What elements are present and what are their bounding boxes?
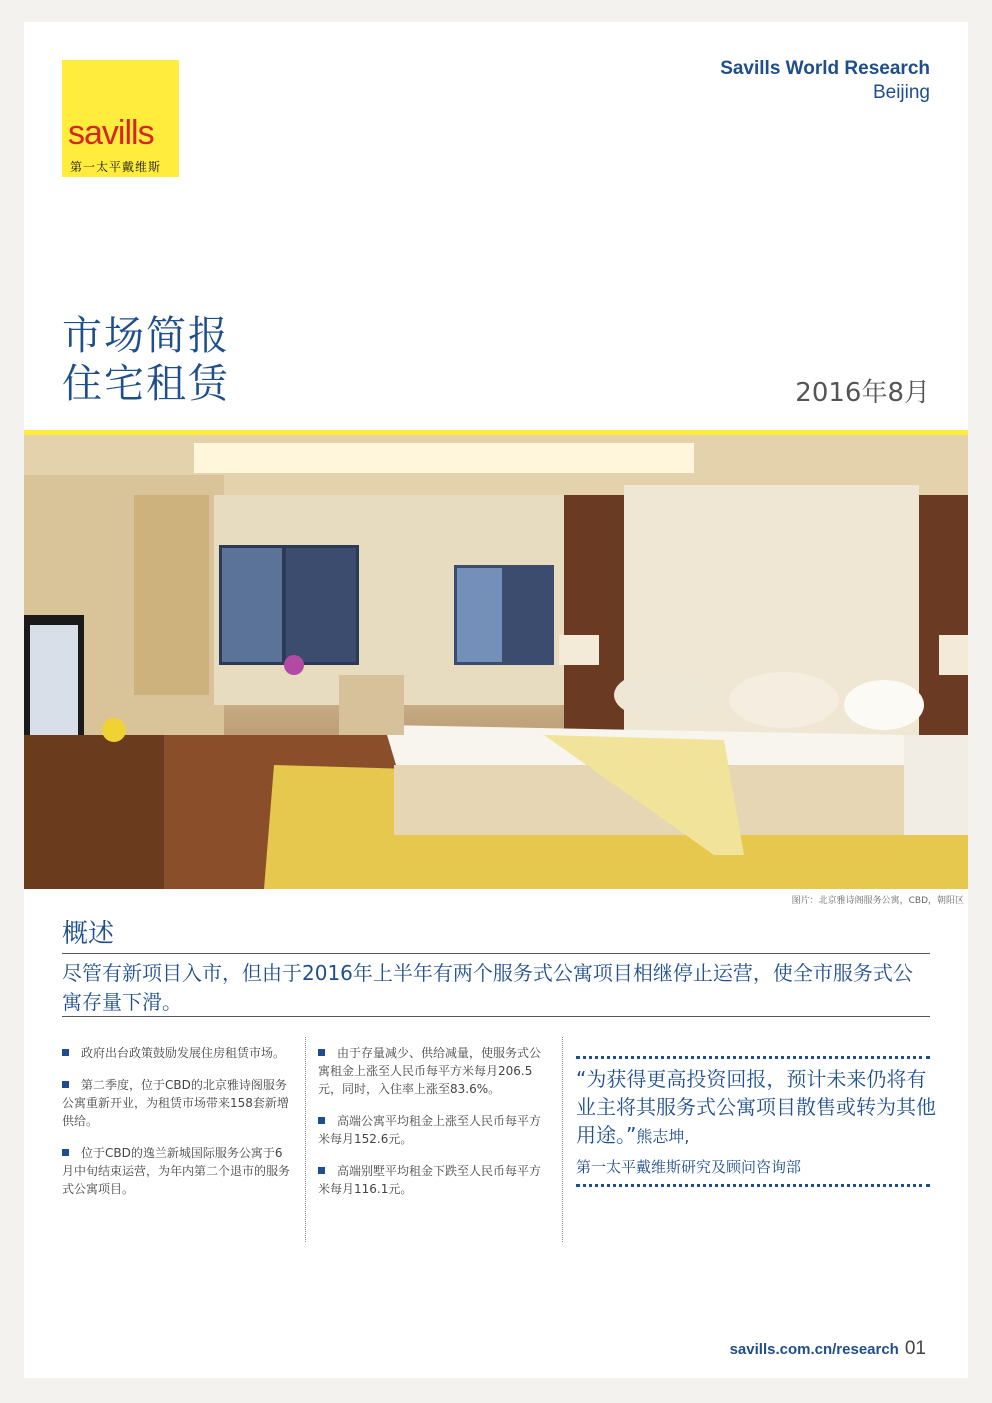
research-link[interactable]: savills.com.cn/research <box>729 1341 899 1358</box>
quote-bottom-rule <box>576 1184 930 1187</box>
bullet-square-icon <box>62 1049 69 1056</box>
bedroom-illustration <box>24 435 968 889</box>
savills-logo <box>62 60 179 177</box>
quote-organization: 第一太平戴维斯研究及顾问咨询部 <box>576 1158 802 1176</box>
overview-summary: 尽管有新项目入市，但由于2016年上半年有两个服务式公寓项目相继停止运营，使全市服务式公寓存量下滑。 <box>62 961 913 1014</box>
header-title: Savills World Research <box>720 58 930 79</box>
page-footer <box>730 1338 926 1360</box>
report-date: 2016年8月 <box>795 378 930 408</box>
hero-photo <box>24 435 968 889</box>
bullet-square-icon <box>62 1081 69 1088</box>
bullet-square-icon <box>62 1149 69 1156</box>
report-title-line2: 住宅租赁 <box>62 361 230 407</box>
bullet-square-icon <box>318 1049 325 1056</box>
logo-wordmark: savills <box>68 114 154 152</box>
list-item: 高端公寓平均租金上涨至人民币每平方米每月152.6元。 <box>318 1114 542 1146</box>
section-heading: 概述 <box>62 919 115 949</box>
quote-text: “为获得更高投资回报，预计未来仍将有业主将其服务式公寓项目散售或转为其他用途。” <box>576 1067 936 1147</box>
bullet-column-1 <box>62 1044 290 1212</box>
list-item: 高端别墅平均租金下跌至人民币每平方米每月116.1元。 <box>318 1164 542 1196</box>
pull-quote <box>576 1065 936 1151</box>
bullet-square-icon <box>318 1117 325 1124</box>
quote-author: 熊志坤, <box>636 1127 690 1146</box>
photo-caption: 图片：北京雅诗阁服务公寓，CBD，朝阳区 <box>791 896 964 906</box>
list-item: 位于CBD的逸兰新城国际服务公寓于6月中旬结束运营，为年内第二个退市的服务式公寓项目。 <box>62 1146 291 1196</box>
column-divider <box>305 1037 306 1242</box>
header-city: Beijing <box>872 82 930 103</box>
list-item: 由于存量减少、供给减量，使服务式公寓租金上涨至人民币每平方米每月206.5元，同时，入住率上涨至83.6%。 <box>318 1046 542 1096</box>
list-item: 政府出台政策鼓励发展住房租赁市场。 <box>62 1044 290 1062</box>
list-item: 第二季度，位于CBD的北京雅诗阁服务公寓重新开业，为租赁市场带来158套新增供给。 <box>62 1078 289 1128</box>
report-title-line1: 市场简报 <box>62 313 230 359</box>
logo-chinese-name: 第一太平戴维斯 <box>70 160 162 174</box>
column-divider <box>562 1037 563 1242</box>
bullet-column-2 <box>318 1044 550 1212</box>
heading-rule <box>62 953 930 954</box>
report-title <box>62 312 230 408</box>
page-number: 01 <box>904 1338 926 1359</box>
bullet-square-icon <box>318 1167 325 1174</box>
summary-rule <box>62 1016 930 1017</box>
report-page <box>24 22 968 1378</box>
quote-top-rule <box>576 1056 930 1059</box>
